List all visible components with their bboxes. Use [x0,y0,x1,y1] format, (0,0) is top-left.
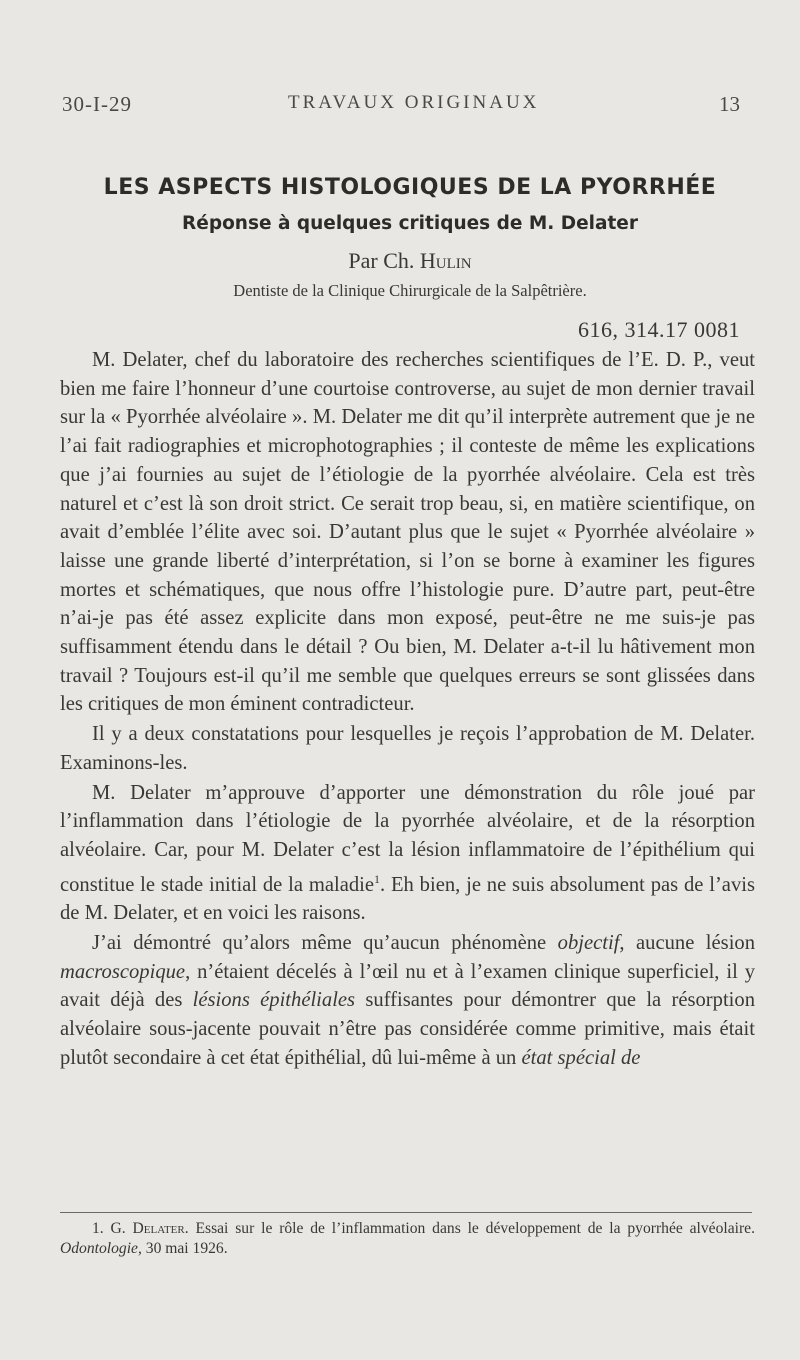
paragraph-4-part-c: , n’étaient décelés à l’œil nu et à l’examen clinique superficiel, il y avait déjà des [60,960,755,1012]
paragraph-2: Il y a deux constatations pour lesquelles je reçois l’approbation de M. Delater. Examinons-les. [60,723,755,774]
article-body [60,346,755,1072]
paragraph-3 [60,779,755,928]
paragraph-4-part-b: , aucune lésion [619,931,756,954]
page-number: 13 [719,92,740,116]
classification-code: 616, 314.17 0081 [578,317,740,342]
author-prefix: Par Ch. [348,248,415,273]
footnote-text: . Essai sur le rôle de l’inflammation dans le développement de la pyorrhée alvéolaire. [184,1220,756,1237]
paragraph-3-text: M. Delater m’approuve d’apporter une démonstration du rôle joué par l’inflammation dans l’étiologie de la pyorrhée alvéolaire, et de la résorption alvéolaire. Car, pour M. Delater c’est la lésion inflammatoire de l’épithélium qui constitue le stade initial de la maladie [60,781,755,896]
emphasis-objectif: objectif [557,931,620,954]
section-title: TRAVAUX ORIGINAUX [288,92,540,113]
footnote [60,1219,755,1259]
emphasis-lesions-epitheliales: lésions épithéliales [192,989,356,1012]
running-head [62,92,740,120]
emphasis-macroscopique: macroscopique [60,960,186,983]
paragraph-4-part-d: suffisantes pour démontrer que la résorption alvéolaire sous-jacente pouvait n’être pas considérée comme primitive, mais était plutôt secondaire à cet état épithélial, dû lui-même à un [60,989,755,1069]
article-author [60,248,760,274]
article-subtitle: Réponse à quelques critiques de M. Delater [182,213,638,234]
footnote-journal: Odontologie [60,1240,138,1257]
paragraph-3-tail: . Eh bien, je ne suis absolument pas de l’avis de M. Delater, et en voici les raisons. [60,873,755,925]
author-name: Hulin [419,248,472,273]
footnote-author: G. Delater [110,1220,185,1237]
paragraph-4-part-a: J’ai démontré qu’alors même qu’aucun phénomène [92,931,558,954]
footnote-date: , 30 mai 1926. [137,1240,228,1257]
paragraph-4 [60,929,755,1073]
footnote-number: 1. [92,1220,104,1237]
emphasis-etat-special: état spécial de [521,1046,641,1069]
footnote-divider [60,1212,752,1213]
article-title: LES ASPECTS HISTOLOGIQUES DE LA PYORRHÉE [103,175,717,200]
paragraph-1: M. Delater, chef du laboratoire des recherches scientifiques de l’E. D. P., veut bien me faire l’honneur d’une courtoise controverse, au sujet de mon dernier travail sur la « Pyorrhée alvéolaire ». M. Delater me dit qu’il interprète autrement que je ne l’ai fait radiographies et microphotographies ; il conteste de même les explications que j’ai fournies au sujet de l’étiologie de la pyorrhée alvéolaire. Cela est très naturel et c’est là son droit strict. Ce serait trop beau, si, en matière scientifique, on avait d’emblée l’élite avec soi. D’autant plus que le sujet « Pyorrhée alvéolaire » laisse une grande liberté d’interprétation, si l’on se borne à examiner les figures mortes et schématiques, que nous offre l’histologie pure. D’autre part, peut-être n’ai-je pas été assez explicite dans mon exposé, peut-être ne me suis-je pas suffisamment étendu dans le détail ? Ou bien, M. Delater a-t-il lu hâtivement mon travail ? Toujours est-il qu’il me semble que quelques erreurs se sont glissées dans les critiques de mon éminent contradicteur. [60,349,755,716]
footnote-reference: 1 [374,871,380,886]
author-affiliation: Dentiste de la Clinique Chirurgicale de la Salpêtrière. [233,281,587,300]
issue-date: 30-I-29 [62,92,132,116]
